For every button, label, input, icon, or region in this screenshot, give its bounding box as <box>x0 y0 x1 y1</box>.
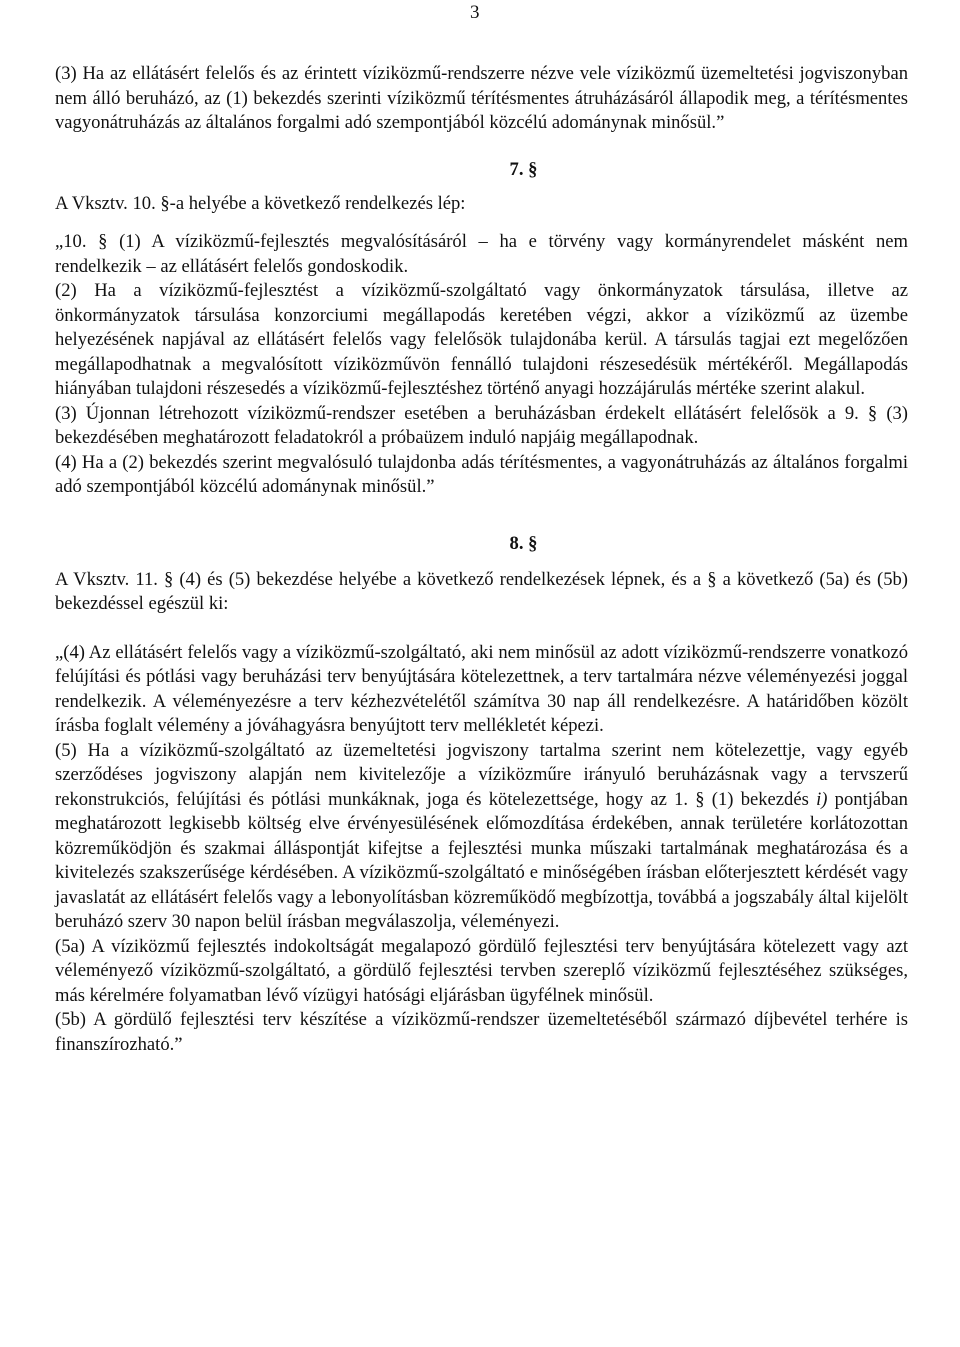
document-body <box>55 62 908 1057</box>
paragraph-6-3: (3) Ha az ellátásért felelős és az érintett víziközmű-rendszerre nézve vele víziközmű üzemeltetési jogviszonyban nem álló beruházó, az (1) bekezdés szerinti víziközmű térítésmentes átruházásáról állapodik meg, a térítésmentes vagyonátruházás az általános forgalmi adó szempontjából közcélú adománynak minősül.” <box>55 63 908 133</box>
section-8-heading: 8. § <box>509 532 538 554</box>
section-7-heading: 7. § <box>509 158 538 180</box>
paragraph-8-5-point-label: i) <box>816 788 828 810</box>
paragraph-7-1: „10. § (1) A víziközmű-fejlesztés megvalósításáról – ha e törvény vagy kormányrendelet másként nem rendelkezik – az ellátásért felelős gondoskodik. <box>55 231 908 277</box>
section-7-intro: A Vksztv. 10. §-a helyébe a következő rendelkezés lép: <box>55 192 466 214</box>
paragraph-7-4: (4) Ha a (2) bekezdés szerint megvalósuló tulajdonba adás térítésmentes, a vagyonátruházás az általános forgalmi adó szempontjából közcélú adománynak minősül.” <box>55 451 908 497</box>
paragraph-8-5a: (5a) A víziközmű fejlesztés indokoltságát megalapozó gördülő fejlesztési terv benyújtására kötelezett vagy azt véleményező víziközmű-szolgáltató, a gördülő fejlesztési tervben szereplő víziközmű fejlesztéséhez szükséges, más kérelmére folyamatban lévő vízügyi hatósági eljárásban ügyfélnek minősül. <box>55 935 908 1006</box>
page-number: 3 <box>470 2 480 23</box>
paragraph-8-5 <box>55 739 908 935</box>
paragraph-8-5-part2: pontjában meghatározott legkisebb költség elve érvényesülésének előmozdítása érdekében, annak területére korlátozottan közreműködjön és szakmai álláspontját kifejtse a fejlesztési munka műszaki tartalmának meghatározása és a kivitelezés szakszerűsége kérdésében. A víziközmű-szolgáltató e minőségében írásban előterjesztett kérdését vagy javaslatát az ellátásért felelős vagy a lebonyolításban közreműködő megbízottja, továbbá a jogszabály által kijelölt beruházó szerv 30 napon belül írásban megválaszolja, véleményezi. <box>55 788 908 932</box>
paragraph-8-5b: (5b) A gördülő fejlesztési terv készítése a víziközmű-rendszer üzemeltetéséből származó díjbevétel terhére is finanszírozható.” <box>55 1009 908 1055</box>
paragraph-8-5-part1: (5) Ha a víziközmű-szolgáltató az üzemeltetési jogviszony tartalma szerint nem kötelezettje, vagy egyéb szerződéses jogviszony alapján nem kivitelezője a víziközműre irányuló beruházásnak vagy a tervszerű rekonstrukciós, felújítási és pótlási munkáknak, joga és kötelezettsége, hogy az 1. § (1) bekezdés <box>55 739 908 810</box>
paragraph-7-3: (3) Újonnan létrehozott víziközmű-rendszer esetében a beruházásban érdekelt ellátásért felelősök a 9. § (3) bekezdésében meghatározott feladatokról a próbaüzem induló napjáig megállapodnak. <box>55 402 908 448</box>
section-8-intro: A Vksztv. 11. § (4) és (5) bekezdése helyébe a következő rendelkezések lépnek, és a § a következő (5a) és (5b) bekezdéssel egészül ki: <box>55 568 908 614</box>
paragraph-8-4: „(4) Az ellátásért felelős vagy a víziközmű-szolgáltató, aki nem minősül az adott víziközmű-rendszerre vonatkozó felújítási és pótlási vagy beruházási terv benyújtására kötelezettnek, a terv tartalmára nézve véleményezési joggal rendelkezik. A véleményezésre a terv kézhezvételétől számítva 30 nap áll rendelkezésre. A határidőben közölt írásba foglalt vélemény a jóváhagyásra benyújtott terv mellékletét képezi. <box>55 641 908 736</box>
paragraph-7-2: (2) Ha a víziközmű-fejlesztést a víziközmű-szolgáltató vagy önkormányzatok társulása, illetve az önkormányzatok társulása konzorciumi megállapodás keretében végzi, akkor a víziközmű az üzembe helyezésének napjával az ellátásért felelős vagy felelősök tulajdonába kerül. A társulás tagjai ezt megelőzően megállapodhatnak a megvalósított víziközművön fennálló tulajdoni részesedésük mértékéről. Megállapodás hiányában tulajdoni részesedés a víziközmű-fejlesztéshez történő anyagi hozzájárulás mértéke szerint alakul. <box>55 280 908 399</box>
